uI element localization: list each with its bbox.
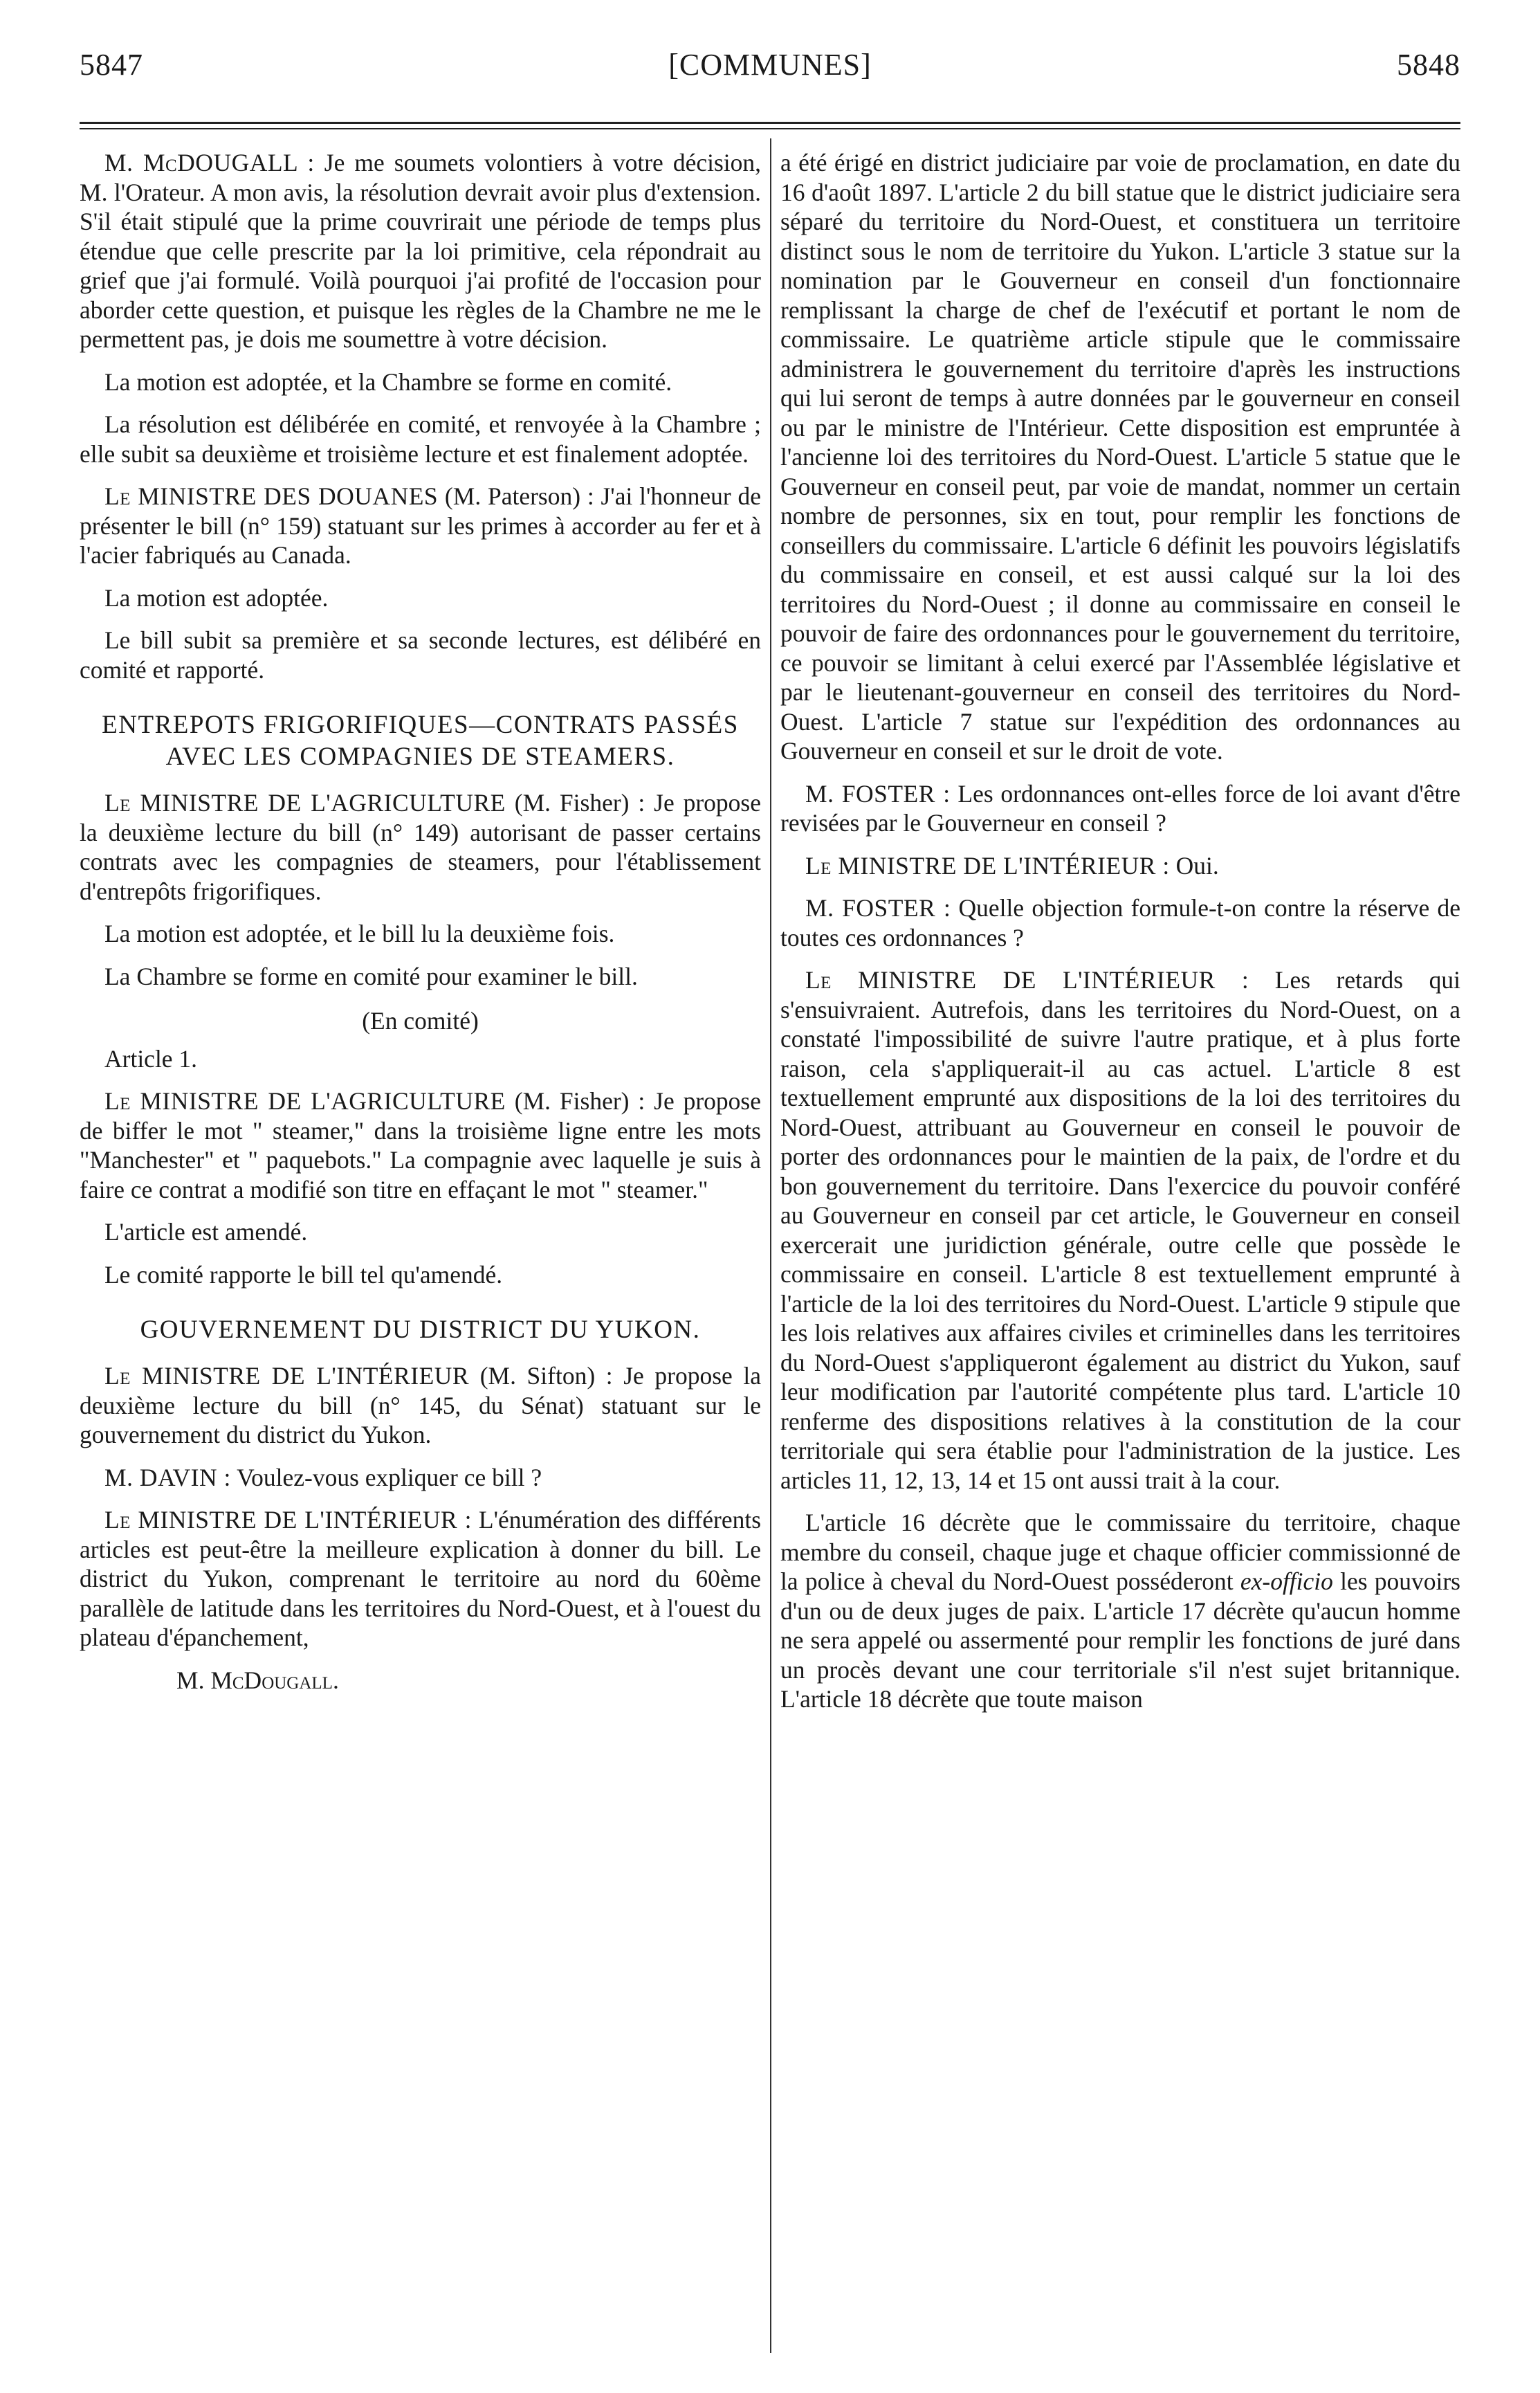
section-heading: ENTREPOTS FRIGORIFIQUES—CONTRATS PASSÉS AVEC LES COMPAGNIES DE STEAMERS. (102, 711, 739, 771)
paragraph (80, 1086, 761, 1204)
speaker: Le MINISTRE DE L'INTÉRIEUR (104, 1362, 470, 1390)
paragraph: a été érigé en district judiciaire par voie de proclamation, en date du 16 d'août 1897. L'article 2 du bill statue que le district judiciaire sera séparé du territoire du Nord-Ouest, et constituera un territoire distinct sous le nom de territoire du Yukon. L'article 3 statue sur la nomination par le Gouverneur en conseil d'un fonctionnaire remplissant la charge de chef de l'exécutif et portant le nom de commissaire. Le quatrième article stipule que le commissaire administrera le gouvernement du territoire d'après les instructions qui lui seront de temps à autre données par le gouverneur en conseil ou par le ministre de l'Intérieur. Cette disposition est empruntée à l'ancienne loi des territoires du Nord-Ouest. L'article 5 statue que le Gouverneur en conseil peut, par voie de mandat, nommer un certain nombre de personnes, six en tout, pour remplir les fonctions de conseillers du commissaire. L'article 6 définit les pouvoirs législatifs du commissaire en conseil, et est aussi calqué sur la loi des territoires du Nord-Ouest ; il donne au commissaire en conseil le pouvoir de faire des ordonnances pour le gouvernement du territoire, ce pouvoir se limitant à celui exercé par l'Assemblée législative et par le lieutenant-gouverneur en conseil des territoires du Nord-Ouest. L'article 7 statue sur l'expédition des ordonnances au Gouverneur en conseil et sur le droit de vote. (780, 149, 1460, 765)
speaker: M. FOSTER : (805, 779, 951, 808)
paragraph (80, 1361, 761, 1450)
section-heading: GOUVERNEMENT DU DISTRICT DU YUKON. (140, 1316, 701, 1344)
speech-text: les pouvoirs d'un ou de deux juges de paix. L'article 17 décrète qu'aucun homme ne sera appelé ou assermenté pour remplir les fonctions de juré dans un procès devant une cour territoriale s'il n'est sujet britannique. L'article 18 décrète que toute maison (780, 1567, 1460, 1713)
paragraph (780, 1508, 1460, 1714)
paragraph: La Chambre se forme en comité pour examiner le bill. (104, 962, 638, 990)
paragraph: Le comité rapporte le bill tel qu'amendé. (104, 1260, 503, 1289)
page-signature: M. McDougall. (176, 1666, 339, 1694)
paragraph: L'article est amendé. (104, 1218, 308, 1246)
paragraph: La motion est adoptée, et le bill lu la deuxième fois. (104, 920, 615, 947)
paragraph: Le bill subit sa première et sa seconde lectures, est délibéré en comité et rapporté. (80, 626, 761, 684)
speech-text: L'énumération des différents articles est peut-être la meilleure explication à donner du bill. Le district du Yukon, comprenant le territoire au nord du 60ème parallèle de latitude dans les territoires du Nord-Ouest, et à l'ouest du plateau d'épanchement, (80, 1506, 762, 1651)
header-rule-top (80, 122, 1460, 124)
column-divider (770, 138, 771, 2353)
speaker: Le MINISTRE DE L'INTÉRIEUR : (805, 966, 1249, 994)
speech-text: Je me soumets volontiers à votre décision, M. l'Orateur. A mon avis, la résolution devrait avoir plus d'extension. S'il était stipulé que la prime couvrirait une période de temps plus étendue que celle prescrite par la loi primitive, cela répondrait au grief que j'ai formulé. Voilà pourquoi j'ai profité de l'occasion pour aborder cette question, et puisque les règles de la Chambre ne me le permettent pas, je dois me soumettre à votre décision. (80, 149, 761, 353)
paragraph (80, 1463, 761, 1493)
speaker: Le MINISTRE DE L'AGRICULTURE (104, 789, 506, 817)
paragraph (780, 851, 1460, 881)
speaker: Le MINISTRE DE L'INTÉRIEUR : (104, 1506, 472, 1534)
paragraph: La motion est adoptée. (104, 583, 329, 612)
speech-text: (M. Sifton) : Je propose la deuxième lecture du bill (n° 145, du Sénat) statuant sur le gouvernement du district du Yukon. (80, 1362, 761, 1448)
paragraph: La résolution est délibérée en comité, et renvoyée à la Chambre ; elle subit sa deuxième et troisième lecture et est finalement adoptée. (80, 410, 761, 468)
speaker: Le MINISTRE DES DOUANES (104, 482, 439, 510)
article-label: Article 1. (104, 1044, 198, 1073)
speech-text: (M. Paterson) : J'ai l'honneur de présenter le bill (n° 159) statuant sur les primes à accorder au fer et à l'acier fabriqués au Canada. (80, 482, 761, 569)
page-header (80, 47, 1460, 89)
left-column (80, 148, 761, 1708)
paragraph (780, 779, 1460, 838)
paragraph (780, 965, 1460, 1495)
paragraph (80, 1505, 761, 1653)
speech-text: (M. Fisher) : Je propose de biffer le mot " steamer," dans la troisième ligne entre les mots "Manchester" et " paquebots." La compagnie avec laquelle je suis à faire ce contrat a modifié son titre en effaçant le mot " steamer." (80, 1087, 761, 1203)
paragraph: La motion est adoptée, et la Chambre se forme en comité. (104, 367, 672, 396)
speaker: Le MINISTRE DE L'INTÉRIEUR : (805, 851, 1170, 880)
speech-text: (M. Fisher) : Je propose la deuxième lecture du bill (n° 149) autorisant de passer certains contrats avec les compagnies de steamers, pour l'établissement d'entrepôts frigorifiques. (80, 789, 761, 905)
speaker: M. DAVIN : (104, 1463, 231, 1491)
paragraph (80, 148, 761, 354)
committee-label: (En comité) (362, 1007, 479, 1035)
latin-term: ex-officio (1240, 1567, 1333, 1595)
paragraph (80, 788, 761, 906)
header-rule-bottom (80, 128, 1460, 129)
speech-text: L'article 16 décrète que le commissaire du territoire, chaque membre du conseil, chaque juge et chaque officier commissionné de la police à cheval du Nord-Ouest posséderont (780, 1509, 1460, 1595)
paragraph (780, 893, 1460, 952)
running-title: [COMMUNES] (668, 48, 872, 82)
speaker: M. McDOUGALL : (104, 149, 315, 176)
speech-text: Les retards qui s'ensuivraient. Autrefois, dans les territoires du Nord-Ouest, on a constaté l'impossibilité de suivre l'autre pratique, et à plus forte raison, cela s'appliquerait-il au cas actuel. L'article 8 est textuellement emprunté aux dispositions de la loi des territoires du Nord-Ouest, attribuant au Gouverneur en conseil le pouvoir de porter des ordonnances pour le maintien de la paix, de l'ordre et du bon gouvernement du territoire. Dans l'exercice du pouvoir conféré au Gouverneur en conseil par cet article, le Gouverneur en conseil exercerait une juridiction générale, outre celle que possède le commissaire en conseil. L'article 8 est textuellement emprunté à l'article de la loi des territoires du Nord-Ouest. L'article 9 stipule que les lois relatives aux affaires civiles et criminelles dans les territoires du Nord-Ouest s'appliqueront également au district du Yukon, sauf leur modification par l'autorité compétente plus tard. L'article 10 renferme des dispositions relatives à la constitution de la cour territoriale qui sera établie pour l'administration de la justice. Les articles 11, 12, 13, 14 et 15 ont aussi trait à la cour. (780, 966, 1460, 1494)
page-number-right: 5848 (1397, 48, 1460, 82)
speech-text: Quelle objection formule-t-on contre la réserve de toutes ces ordonnances ? (780, 894, 1460, 952)
paragraph (80, 482, 761, 570)
page-number-left: 5847 (80, 48, 143, 82)
speaker: Le MINISTRE DE L'AGRICULTURE (104, 1087, 506, 1115)
speech-text: Oui. (1169, 851, 1219, 880)
speech-text: Les ordonnances ont-elles force de loi avant d'être revisées par le Gouverneur en conseil ? (780, 779, 1460, 837)
speaker: M. FOSTER : (805, 894, 951, 922)
right-column (780, 148, 1460, 1727)
speech-text: Voulez-vous expliquer ce bill ? (230, 1463, 542, 1491)
